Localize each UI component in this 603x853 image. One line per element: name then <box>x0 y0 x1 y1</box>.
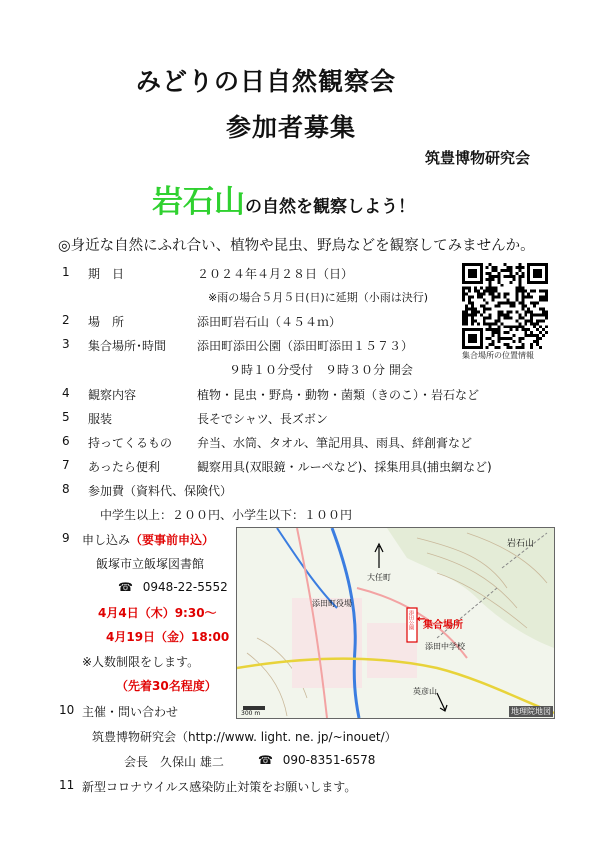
apply-first-come: （先着30名程度） <box>116 679 217 693</box>
title-line1: みどりの日自然観察会 <box>136 67 397 96</box>
map-label-meeting-box: 添田公園 <box>408 610 414 630</box>
covid-text: 新型コロナウイルス感染防止対策をお願いします。 <box>82 780 357 794</box>
item-value: 観察用具(双眼鏡・ルーペなど)、採集用具(捕虫網など) <box>197 460 492 474</box>
item-label: あったら便利 <box>88 460 160 474</box>
contact-chair: 会長 久保山 雄二 <box>124 755 224 769</box>
map-graphic <box>237 528 554 718</box>
intro-text: ◎身近な自然にふれ合い、植物や昆虫、野鳥などを観察してみませんか。 <box>58 238 535 254</box>
contact-label: 主催・問い合わせ <box>82 705 179 719</box>
map-label-scale: 300 m <box>241 710 261 717</box>
map-label-okonin: 大任町 <box>367 573 391 582</box>
item-num: 7 <box>62 458 70 472</box>
meeting-time: ９時１０分受付 ９時３０分 開会 <box>229 363 413 377</box>
apply-date2: 4月19日（金）18:00 <box>106 630 230 644</box>
item-label: 服装 <box>88 412 113 426</box>
apply-label <box>82 531 214 548</box>
map-label-meeting: 集合場所 <box>423 620 463 631</box>
apply-date1: 4月4日（木）9:30～ <box>98 606 217 620</box>
title-line2: 参加者募集 <box>226 113 357 142</box>
item-label: 参加費（資料代、保険代） <box>88 484 233 498</box>
map-label-mountain: 岩石山 <box>507 539 535 549</box>
item-num: 6 <box>62 434 70 448</box>
contact-org: 筑豊博物研究会（http://www. light. ne. jp/~inouet/） <box>92 730 397 744</box>
contact-num: 10 <box>59 703 75 717</box>
map-label-source: 地理院地図 <box>511 707 551 716</box>
apply-phone: 0948-22-5552 <box>142 580 228 594</box>
qr-code-image[interactable] <box>462 263 548 349</box>
item-value: 添田町添田公園（添田町添田１５７３） <box>197 339 414 353</box>
apply-num: 9 <box>62 531 70 545</box>
item-num: 5 <box>62 410 70 424</box>
map-label-hikosan: 英彦山 <box>413 687 437 696</box>
map-label-town-office: 添田町役場 <box>312 599 352 608</box>
phone-icon: ☎ <box>258 753 273 767</box>
apply-label-text: 申し込み <box>82 533 131 547</box>
phone-icon: ☎ <box>118 580 133 594</box>
item-num: 8 <box>62 482 70 496</box>
catch-rest: の自然を観察しよう！ <box>245 197 415 217</box>
organizer-header: 筑豊博物研究会 <box>425 149 531 167</box>
item-label: 観察内容 <box>88 388 137 402</box>
map-arrow-icon: ← <box>417 614 426 625</box>
item-label: 期 日 <box>88 267 125 281</box>
qr-caption: 集合場所の位置情報 <box>462 351 534 360</box>
apply-place: 飯塚市立飯塚図書館 <box>96 557 205 571</box>
item-value: 添田町岩石山（４５４ｍ） <box>197 315 342 329</box>
item-value: 長そでシャツ、長ズボン <box>197 412 328 426</box>
covid-num: 11 <box>59 778 75 792</box>
item-value: 弁当、水筒、タオル、筆記用具、雨具、絆創膏など <box>197 436 473 450</box>
apply-limit: ※人数制限をします。 <box>82 655 200 669</box>
item-num: 3 <box>62 337 70 351</box>
item-num: 4 <box>62 386 70 400</box>
item-num: 1 <box>62 265 70 279</box>
contact-phone: 090-8351-6578 <box>282 753 376 767</box>
item-label: 集合場所･時間 <box>88 339 167 353</box>
item-value: 植物・昆虫・野鳥・動物・菌類（きのこ）・岩石など <box>197 388 480 402</box>
rain-note: ※雨の場合５月５日(日)に延期（小雨は決行) <box>208 291 429 304</box>
location-map[interactable] <box>236 527 555 719</box>
fee-text: 中学生以上：２００円、小学生以下：１００円 <box>100 508 353 522</box>
apply-phone-row <box>118 580 228 594</box>
item-label: 持ってくるもの <box>88 436 173 450</box>
item-num: 2 <box>62 313 70 327</box>
catch-place: 岩石山 <box>152 184 245 220</box>
map-label-jhs: 添田中学校 <box>425 642 465 651</box>
contact-phone-row <box>258 753 375 767</box>
apply-required: （要事前申込） <box>130 533 215 547</box>
item-label: 場 所 <box>88 315 125 329</box>
catch-phrase <box>152 176 415 221</box>
item-value: ２０２４年４月２８日（日） <box>197 267 354 281</box>
